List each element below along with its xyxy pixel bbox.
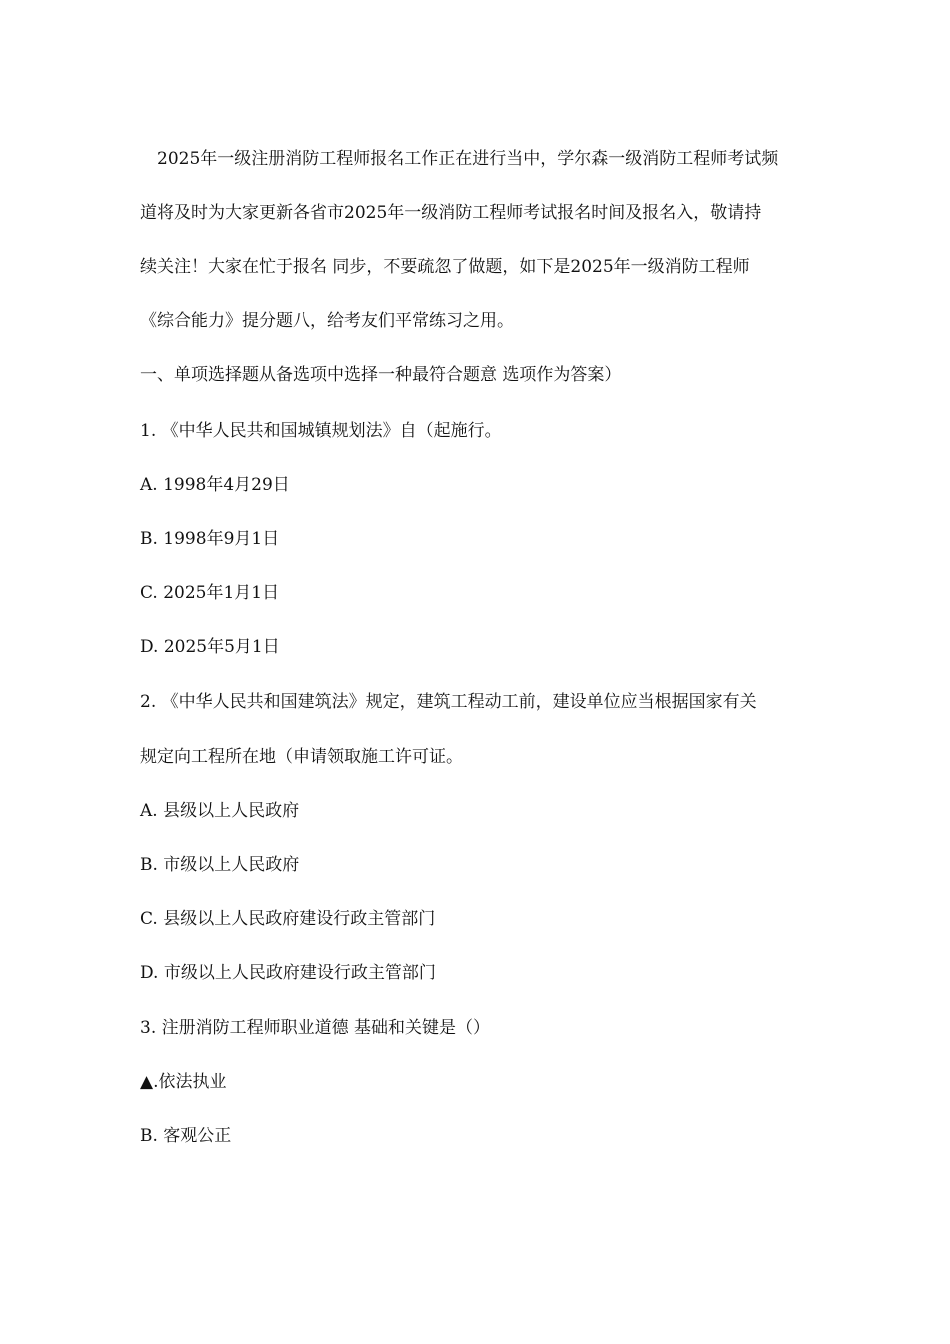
question-2-option-d: D. 市级以上人民政府建设行政主管部门 (140, 963, 436, 983)
question-3-option-a: ▲.依法执业 (140, 1072, 227, 1092)
question-3-option-b: B. 客观公正 (140, 1126, 232, 1146)
question-3-stem: 3. 注册消防工程师职业道德 基础和关键是（） (140, 1018, 491, 1038)
question-1-option-d: D. 2025年5月1日 (140, 637, 280, 657)
question-2-option-a: A. 县级以上人民政府 (140, 801, 300, 821)
question-1-option-a: A. 1998年4月29日 (140, 475, 290, 495)
intro-line-1: 2025年一级注册消防工程师报名工作正在进行当中，学尔森一级消防工程师考试频 (140, 149, 779, 169)
question-2-option-c: C. 县级以上人民政府建设行政主管部门 (140, 909, 436, 929)
question-2-stem-line-2: 规定向工程所在地（申请领取施工许可证。 (140, 747, 463, 767)
intro-line-3: 续关注！大家在忙于报名 同步，不要疏忽了做题，如下是2025年一级消防工程师 (140, 257, 750, 277)
question-2-option-b: B. 市级以上人民政府 (140, 855, 300, 875)
intro-line-2: 道将及时为大家更新各省市2025年一级消防工程师考试报名时间及报名入，敬请持 (140, 203, 762, 223)
question-1-option-c: C. 2025年1月1日 (140, 583, 280, 603)
question-1-stem: 1. 《中华人民共和国城镇规划法》自（起施行。 (140, 421, 502, 441)
section-heading: 一、单项选择题从备选项中选择一种最符合题意 选项作为答案） (140, 365, 622, 385)
question-2-stem-line-1: 2. 《中华人民共和国建筑法》规定，建筑工程动工前，建设单位应当根据国家有关 (140, 692, 757, 712)
intro-line-4: 《综合能力》提分题八，给考友们平常练习之用。 (140, 311, 514, 331)
question-1-option-b: B. 1998年9月1日 (140, 529, 280, 549)
